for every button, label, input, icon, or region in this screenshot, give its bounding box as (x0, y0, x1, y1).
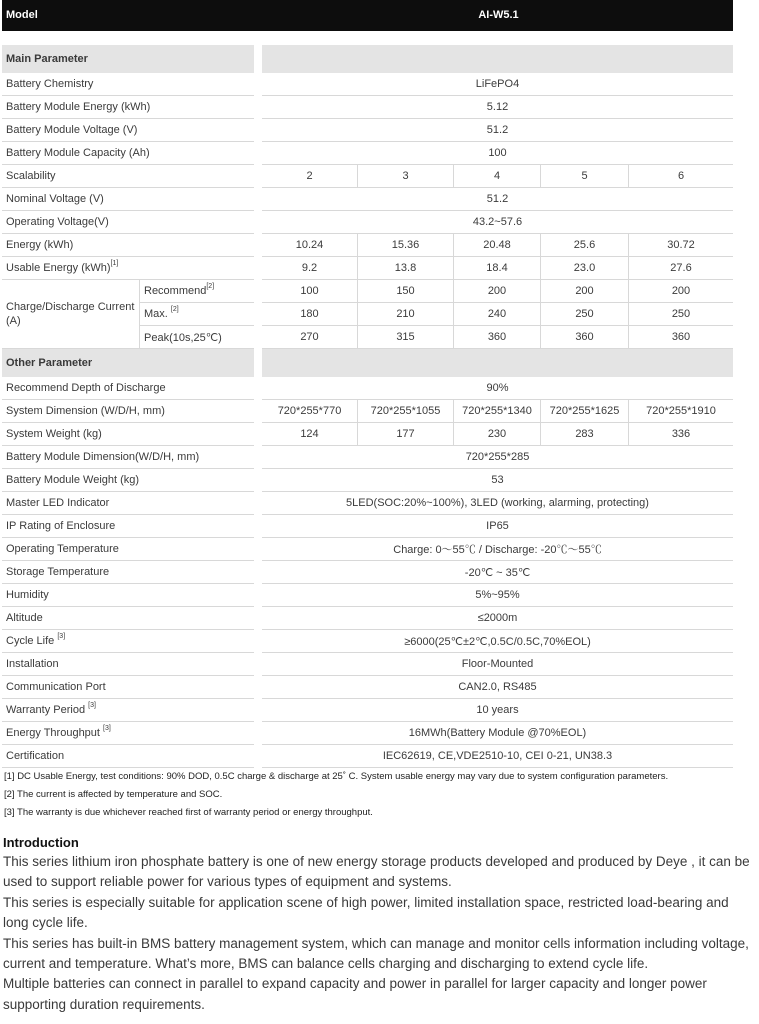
row-value: 177 (357, 423, 453, 446)
row-value: 18.4 (453, 257, 540, 280)
row-value: 200 (453, 280, 540, 303)
row-value: Charge: 0～55℃ / Discharge: -20℃～55℃ (262, 538, 733, 561)
spec-row (2, 119, 733, 142)
spec-row-current-recommend (2, 280, 733, 303)
spec-row (2, 188, 733, 211)
row-value: 250 (540, 303, 628, 326)
spec-row (2, 607, 733, 630)
spec-row (2, 515, 733, 538)
row-value: 53 (262, 469, 733, 492)
spec-row (2, 630, 733, 653)
spec-row (2, 699, 733, 722)
row-value: 240 (453, 303, 540, 326)
row-value: 9.2 (262, 257, 357, 280)
spec-row (2, 142, 733, 165)
row-label: Nominal Voltage (V) (2, 188, 254, 211)
spec-row (2, 561, 733, 584)
row-value: 6 (628, 165, 733, 188)
row-value: 25.6 (540, 234, 628, 257)
row-value: 2 (262, 165, 357, 188)
row-value: 720*255*1910 (628, 400, 733, 423)
row-label: Master LED Indicator (2, 492, 254, 515)
row-value: 100 (262, 142, 733, 165)
footnote-ref: [2] (170, 306, 179, 313)
spec-row (2, 446, 733, 469)
row-value: ≥6000(25℃±2℃,0.5C/0.5C,70%EOL) (262, 630, 733, 653)
spec-row-energy (2, 234, 733, 257)
row-value: 180 (262, 303, 357, 326)
row-label: Operating Voltage(V) (2, 211, 254, 234)
footnote-ref: [3] (103, 725, 111, 732)
row-value: 27.6 (628, 257, 733, 280)
row-value: 720*255*770 (262, 400, 357, 423)
footnote-ref: [3] (57, 633, 66, 640)
spec-row (2, 722, 733, 745)
section-title-main: Main Parameter (2, 45, 254, 73)
row-value: 720*255*1625 (540, 400, 628, 423)
row-value: ≤2000m (262, 607, 733, 630)
row-label: Battery Chemistry (2, 73, 254, 96)
footnote-2: [2] The current is affected by temperature and SOC. (4, 789, 223, 800)
spec-row (2, 745, 733, 768)
spec-row (2, 584, 733, 607)
row-label: Cycle Life [3] (2, 630, 254, 653)
spec-row-usable-energy (2, 257, 733, 280)
row-value: 360 (540, 326, 628, 349)
footnotes (4, 768, 744, 822)
row-value: 16MWh(Battery Module @70%EOL) (262, 722, 733, 745)
row-label: Operating Temperature (2, 538, 254, 561)
row-label: Installation (2, 653, 254, 676)
footnote-1: [1] DC Usable Energy, test conditions: 90% DOD, 0.5C charge & discharge at 25˚ C. System usable energy may vary due to system configuration parameters. (4, 771, 669, 782)
spec-row-scalability (2, 165, 733, 188)
row-value: 150 (357, 280, 453, 303)
row-label: System Weight (kg) (2, 423, 254, 446)
row-value: 210 (357, 303, 453, 326)
row-value: 283 (540, 423, 628, 446)
row-value: 20.48 (453, 234, 540, 257)
row-value: 10.24 (262, 234, 357, 257)
spec-row (2, 653, 733, 676)
current-group-label: Charge/Discharge Current (A) (2, 280, 140, 349)
row-value: 315 (357, 326, 453, 349)
row-value: LiFePO4 (262, 73, 733, 96)
spec-row (2, 676, 733, 699)
row-value: 5 (540, 165, 628, 188)
row-label: Humidity (2, 584, 254, 607)
introduction (3, 834, 755, 1015)
row-value: 90% (262, 377, 733, 400)
row-value: 13.8 (357, 257, 453, 280)
spec-row (2, 538, 733, 561)
row-value: 124 (262, 423, 357, 446)
row-value: 3 (357, 165, 453, 188)
row-label: Altitude (2, 607, 254, 630)
intro-paragraph: This series is especially suitable for application scene of high power, limited installation space, restricted load-bearing and long cycle life. (3, 894, 729, 931)
footnote-ref: [1] (110, 260, 119, 267)
row-label: Usable Energy (kWh)[1] (2, 257, 254, 280)
row-value: -20℃ ~ 35℃ (262, 561, 733, 584)
row-value: IP65 (262, 515, 733, 538)
section-row-other (2, 349, 733, 377)
spec-row-system-weight (2, 423, 733, 446)
model-header-bar (2, 0, 733, 31)
row-sublabel: Recommend[2] (140, 280, 254, 303)
spec-row (2, 469, 733, 492)
spec-row-system-dimension (2, 400, 733, 423)
spec-table (2, 45, 733, 768)
row-label: Scalability (2, 165, 254, 188)
row-value: 336 (628, 423, 733, 446)
row-label: Warranty Period [3] (2, 699, 254, 722)
row-value: 720*255*285 (262, 446, 733, 469)
row-value: 200 (540, 280, 628, 303)
row-label: System Dimension (W/D/H, mm) (2, 400, 254, 423)
spec-row (2, 73, 733, 96)
row-value: 230 (453, 423, 540, 446)
row-label: Battery Module Voltage (V) (2, 119, 254, 142)
section-row-main (2, 45, 733, 73)
row-label: Storage Temperature (2, 561, 254, 584)
row-value: 720*255*1340 (453, 400, 540, 423)
row-value: 15.36 (357, 234, 453, 257)
spec-row (2, 377, 733, 400)
row-value: 5LED(SOC:20%~100%), 3LED (working, alarming, protecting) (262, 492, 733, 515)
spec-row (2, 211, 733, 234)
model-value: AI-W5.1 (478, 9, 519, 21)
footnote-3: [3] The warranty is due whichever reached first of warranty period or energy throughput. (4, 807, 373, 818)
row-value: 360 (453, 326, 540, 349)
row-value: 720*255*1055 (357, 400, 453, 423)
row-value: 100 (262, 280, 357, 303)
row-label: Recommend Depth of Discharge (2, 377, 254, 400)
row-value: 51.2 (262, 119, 733, 142)
row-value: 270 (262, 326, 357, 349)
row-value: IEC62619, CE,VDE2510-10, CEI 0-21, UN38.3 (262, 745, 733, 768)
row-label: Battery Module Weight (kg) (2, 469, 254, 492)
row-value: 23.0 (540, 257, 628, 280)
row-sublabel: Max. [2] (140, 303, 254, 326)
row-value: CAN2.0, RS485 (262, 676, 733, 699)
row-label: Communication Port (2, 676, 254, 699)
row-value: 51.2 (262, 188, 733, 211)
row-label: Battery Module Capacity (Ah) (2, 142, 254, 165)
row-value: 30.72 (628, 234, 733, 257)
row-value: 43.2~57.6 (262, 211, 733, 234)
footnote-ref: [3] (88, 702, 96, 709)
row-label: Certification (2, 745, 254, 768)
row-value: 4 (453, 165, 540, 188)
row-label: Battery Module Energy (kWh) (2, 96, 254, 119)
model-label: Model (6, 9, 38, 21)
row-value: 5.12 (262, 96, 733, 119)
spec-row (2, 492, 733, 515)
row-label: Battery Module Dimension(W/D/H, mm) (2, 446, 254, 469)
intro-title: Introduction (3, 835, 79, 850)
section-title-other: Other Parameter (2, 349, 254, 377)
intro-paragraph: This series has built-in BMS battery management system, which can manage and monitor cells information including voltage, current and temperature. What’s more, BMS can balance cells charging and discharging to extend cycle life. (3, 935, 749, 972)
row-value: 10 years (262, 699, 733, 722)
row-value: 250 (628, 303, 733, 326)
row-label: Energy Throughput [3] (2, 722, 254, 745)
row-value: 5%~95% (262, 584, 733, 607)
spec-row (2, 96, 733, 119)
intro-paragraph: This series lithium iron phosphate battery is one of new energy storage products developed and produced by Deye , it can be used to support reliable power for various types of equipment and systems. (3, 854, 750, 890)
row-sublabel: Peak(10s,25℃) (140, 326, 254, 349)
footnote-ref: [2] (206, 283, 215, 290)
intro-paragraph: Multiple batteries can connect in parallel to expand capacity and power in parallel for larger capacity and longer power supporting duration requirements. (3, 976, 707, 1012)
row-label: IP Rating of Enclosure (2, 515, 254, 538)
row-value: Floor-Mounted (262, 653, 733, 676)
row-value: 360 (628, 326, 733, 349)
row-value: 200 (628, 280, 733, 303)
row-label: Energy (kWh) (2, 234, 254, 257)
